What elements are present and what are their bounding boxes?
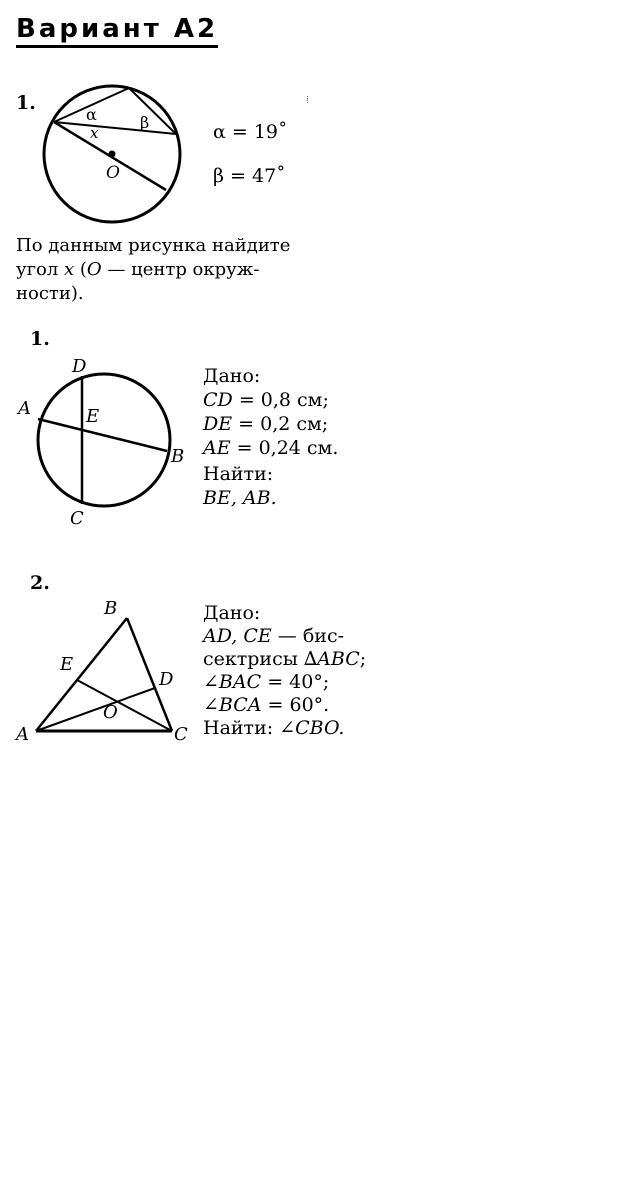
alpha-label: α [86,105,97,124]
label-b: B [104,598,118,619]
given-line-3: AE = 0,24 см. [203,437,339,459]
circle [38,374,170,506]
given-label: Дано: [203,602,261,624]
find-line: Найти: ∠CBO. [203,717,345,739]
chords-figure [14,352,200,538]
decorative-mark: ⁞ [306,95,309,106]
task-line-2: угол x (O — центр окруж- [16,259,260,280]
given-line-4: ∠BCA = 60°. [203,694,330,716]
chords-given [203,364,338,510]
given-line-3: ∠BAC = 40°; [203,671,330,693]
label-c: C [174,724,188,745]
chord-top-right [129,88,176,134]
label-a: A [18,398,31,419]
task-line-3: ности). [16,283,84,304]
problem-1-task [16,234,346,306]
alpha-value: α = 19˚ [213,121,288,143]
label-a: A [16,724,29,745]
find-label: Найти: [203,463,274,485]
find-value: BE, AB. [203,487,277,509]
bisector-ce [77,680,172,731]
label-c: C [70,508,84,529]
center-point [109,151,116,158]
center-label: O [106,163,120,183]
triangle-figure [14,594,200,754]
label-d: D [72,356,87,377]
given-line-1: AD, CE — бис- [203,625,345,647]
label-e: E [60,654,74,675]
beta-value: β = 47˚ [213,165,286,187]
x-label: x [90,124,99,142]
problem-chords-number: 1. [30,328,50,350]
label-e: E [86,406,100,427]
label-o: O [103,702,118,723]
label-b: B [171,446,185,467]
problem-2-number: 2. [30,572,50,594]
given-line-1: CD = 0,8 см; [203,389,329,411]
triangle-given [203,602,366,740]
page-title: Вариант А2 [16,14,218,48]
problem-1-number: 1. [16,92,36,114]
beta-label: β [140,113,150,132]
given-line-2: DE = 0,2 см; [203,413,329,435]
given-line-2: сектрисы ∆ABC; [203,648,367,670]
given-label: Дано: [203,365,261,387]
circle-angle-figure [36,78,196,228]
task-line-1: По данным рисунка найдите [16,235,291,256]
chord-ab [38,419,167,451]
label-d: D [159,669,174,690]
